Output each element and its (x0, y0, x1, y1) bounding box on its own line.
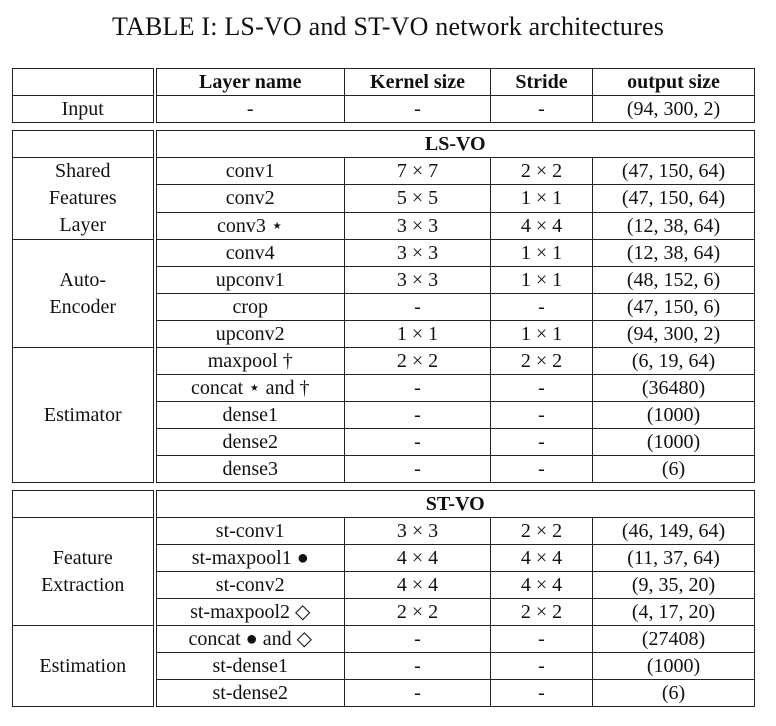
lsvo-output-size: (1000) (593, 402, 755, 429)
lsvo-layer-row (13, 348, 755, 375)
stvo-layer-name: concat ● and ◇ (155, 626, 345, 653)
table-body (13, 69, 755, 707)
lsvo-stride: 2 × 2 (491, 348, 593, 375)
stvo-layer-name: st-conv1 (155, 518, 345, 545)
stvo-section-gap (13, 483, 755, 491)
input-row-stride: - (491, 96, 593, 123)
lsvo-stride: 1 × 1 (491, 185, 593, 212)
input-row-layer: - (155, 96, 345, 123)
lsvo-group-label (13, 240, 155, 348)
header-cell-layer-name: Layer name (155, 69, 345, 96)
lsvo-kernel-size: - (345, 456, 491, 483)
lsvo-layer-name: crop (155, 294, 345, 321)
stvo-gap-cell (13, 483, 755, 491)
stvo-section-empty-cell (13, 491, 155, 518)
lsvo-kernel-size: - (345, 402, 491, 429)
lsvo-layer-name: dense3 (155, 456, 345, 483)
stvo-output-size: (46, 149, 64) (593, 518, 755, 545)
architecture-table (12, 68, 755, 707)
lsvo-output-size: (1000) (593, 429, 755, 456)
lsvo-group-label-line: Layer (59, 214, 107, 236)
stvo-stride: 2 × 2 (491, 599, 593, 626)
lsvo-layer-name: conv3 ⋆ (155, 212, 345, 239)
stvo-group-label-line: Extraction (41, 573, 125, 596)
stvo-kernel-size: - (345, 626, 491, 653)
lsvo-stride: 4 × 4 (491, 212, 593, 239)
stvo-kernel-size: 4 × 4 (345, 545, 491, 572)
lsvo-stride: - (491, 456, 593, 483)
lsvo-group-label-line: Features (48, 187, 117, 209)
header-cell-stride: Stride (491, 69, 593, 96)
lsvo-stride: 2 × 2 (491, 158, 593, 185)
stvo-stride: 4 × 4 (491, 545, 593, 572)
stvo-output-size: (4, 17, 20) (593, 599, 755, 626)
stvo-layer-name: st-maxpool2 ◇ (155, 599, 345, 626)
stvo-output-size: (1000) (593, 653, 755, 680)
lsvo-layer-row (13, 158, 755, 185)
lsvo-kernel-size: 5 × 5 (345, 185, 491, 212)
input-row-label: Input (13, 96, 155, 123)
lsvo-output-size: (6) (593, 456, 755, 483)
lsvo-kernel-size: - (345, 294, 491, 321)
stvo-layer-row (13, 626, 755, 653)
lsvo-kernel-size: 3 × 3 (345, 240, 491, 267)
lsvo-kernel-size: 3 × 3 (345, 212, 491, 239)
lsvo-group-label-line: Shared (54, 160, 111, 182)
stvo-kernel-size: 2 × 2 (345, 599, 491, 626)
lsvo-kernel-size: 7 × 7 (345, 158, 491, 185)
stvo-section-header (13, 491, 755, 518)
stvo-group-label-line: Estimation (39, 654, 127, 677)
stvo-layer-name: st-dense1 (155, 653, 345, 680)
stvo-group-label (13, 518, 155, 626)
input-row-kernel: - (345, 96, 491, 123)
header-cell-output-size: output size (593, 69, 755, 96)
stvo-layer-name: st-conv2 (155, 572, 345, 599)
lsvo-stride: - (491, 429, 593, 456)
stvo-output-size: (6) (593, 680, 755, 707)
stvo-group-label-line: Feature (52, 546, 113, 569)
stvo-kernel-size: 4 × 4 (345, 572, 491, 599)
lsvo-layer-name: upconv1 (155, 267, 345, 294)
lsvo-kernel-size: - (345, 375, 491, 402)
lsvo-layer-name: concat ⋆ and † (155, 375, 345, 402)
stvo-stride: - (491, 680, 593, 707)
lsvo-group-label (13, 158, 155, 240)
lsvo-stride: 1 × 1 (491, 240, 593, 267)
stvo-output-size: (27408) (593, 626, 755, 653)
lsvo-section-empty-cell (13, 131, 155, 158)
lsvo-group-label-line: Estimator (43, 403, 122, 426)
lsvo-layer-name: upconv2 (155, 321, 345, 348)
stvo-output-size: (11, 37, 64) (593, 545, 755, 572)
lsvo-output-size: (12, 38, 64) (593, 240, 755, 267)
lsvo-layer-name: dense2 (155, 429, 345, 456)
lsvo-section-gap (13, 123, 755, 131)
stvo-stride: 4 × 4 (491, 572, 593, 599)
lsvo-output-size: (47, 150, 64) (593, 158, 755, 185)
input-row (13, 96, 755, 123)
stvo-kernel-size: 3 × 3 (345, 518, 491, 545)
lsvo-layer-name: maxpool † (155, 348, 345, 375)
lsvo-gap-cell (13, 123, 755, 131)
stvo-section-title: ST-VO (155, 491, 755, 518)
lsvo-output-size: (12, 38, 64) (593, 212, 755, 239)
architecture-table-wrapper (12, 68, 754, 707)
lsvo-output-size: (48, 152, 6) (593, 267, 755, 294)
stvo-layer-row (13, 518, 755, 545)
lsvo-stride: 1 × 1 (491, 321, 593, 348)
header-row (13, 69, 755, 96)
lsvo-group-label-line: Encoder (49, 295, 117, 318)
stvo-output-size: (9, 35, 20) (593, 572, 755, 599)
lsvo-group-label (13, 348, 155, 483)
lsvo-output-size: (36480) (593, 375, 755, 402)
lsvo-kernel-size: 2 × 2 (345, 348, 491, 375)
lsvo-layer-name: conv1 (155, 158, 345, 185)
lsvo-layer-name: dense1 (155, 402, 345, 429)
stvo-kernel-size: - (345, 653, 491, 680)
lsvo-output-size: (94, 300, 2) (593, 321, 755, 348)
lsvo-stride: - (491, 375, 593, 402)
lsvo-layer-row (13, 240, 755, 267)
lsvo-stride: - (491, 402, 593, 429)
stvo-stride: 2 × 2 (491, 518, 593, 545)
header-cell-kernel-size: Kernel size (345, 69, 491, 96)
stvo-group-label (13, 626, 155, 707)
lsvo-group-label-line: Auto- (59, 268, 107, 291)
input-row-output: (94, 300, 2) (593, 96, 755, 123)
lsvo-output-size: (47, 150, 64) (593, 185, 755, 212)
stvo-stride: - (491, 653, 593, 680)
lsvo-section-title: LS-VO (155, 131, 755, 158)
lsvo-kernel-size: 1 × 1 (345, 321, 491, 348)
lsvo-kernel-size: - (345, 429, 491, 456)
lsvo-layer-name: conv4 (155, 240, 345, 267)
lsvo-output-size: (6, 19, 64) (593, 348, 755, 375)
header-cell-empty (13, 69, 155, 96)
lsvo-kernel-size: 3 × 3 (345, 267, 491, 294)
stvo-stride: - (491, 626, 593, 653)
lsvo-section-header (13, 131, 755, 158)
lsvo-stride: - (491, 294, 593, 321)
stvo-layer-name: st-dense2 (155, 680, 345, 707)
lsvo-layer-name: conv2 (155, 185, 345, 212)
lsvo-output-size: (47, 150, 6) (593, 294, 755, 321)
lsvo-stride: 1 × 1 (491, 267, 593, 294)
stvo-layer-name: st-maxpool1 ● (155, 545, 345, 572)
table-caption: TABLE I: LS-VO and ST-VO network architectures (111, 12, 665, 41)
stvo-kernel-size: - (345, 680, 491, 707)
